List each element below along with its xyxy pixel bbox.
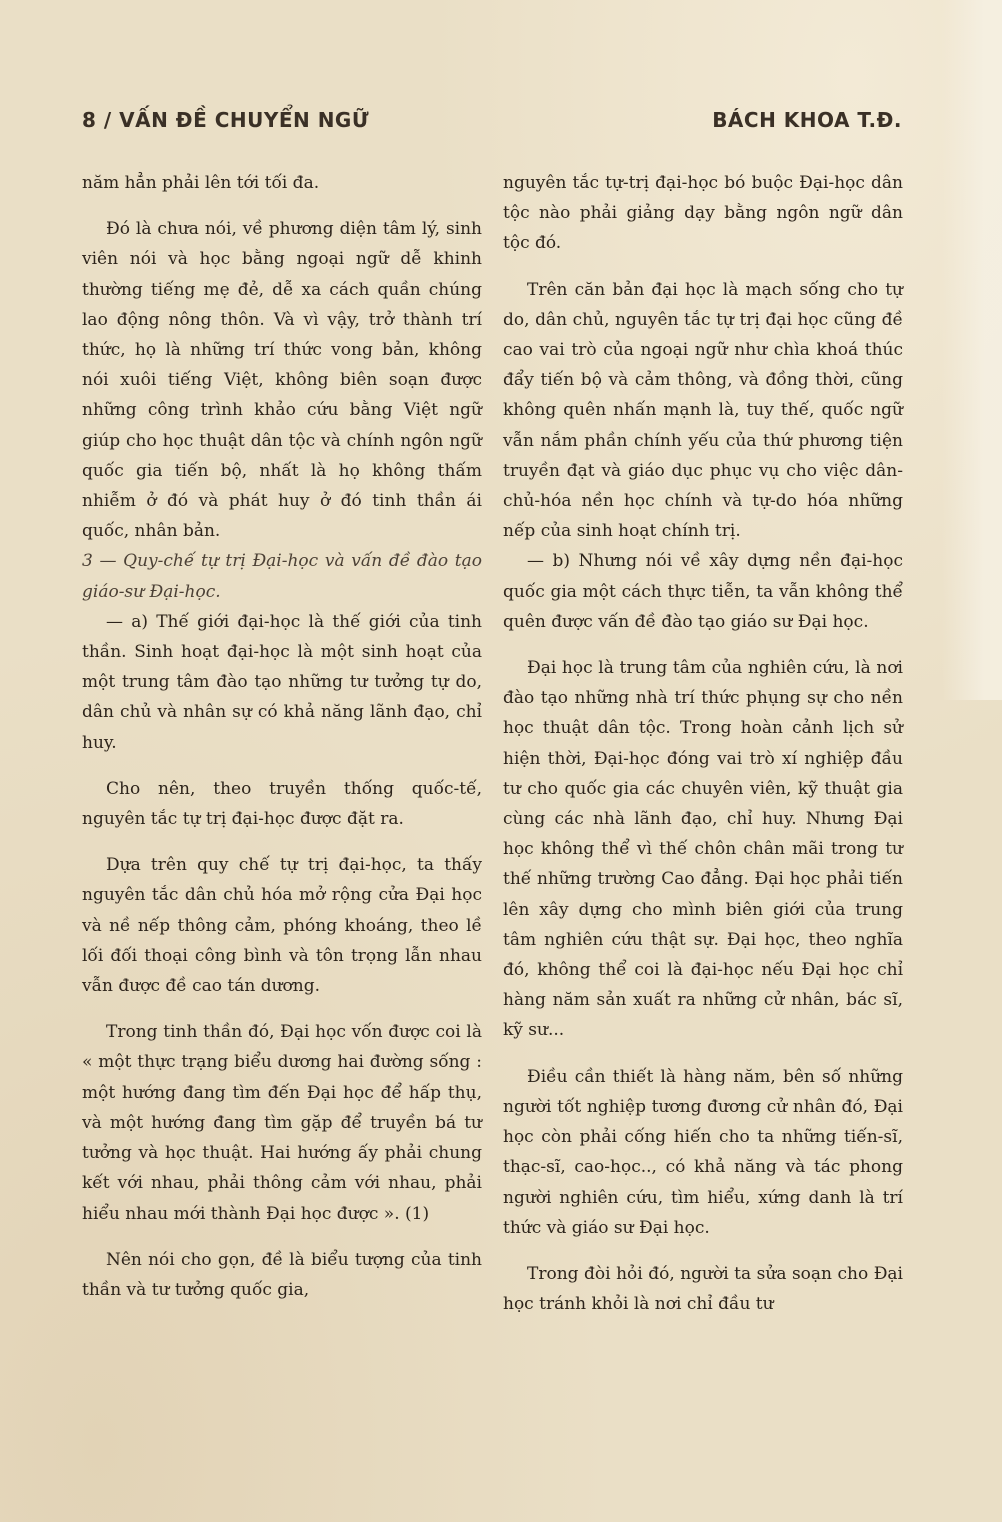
page-number-title: 8 / VẤN ĐỀ CHUYỂN NGỮ bbox=[82, 108, 370, 132]
paragraph: Dựa trên quy chế tự trị đại-học, ta thấy nguyên tắc dân chủ hóa mở rộng cửa Đại học và nề nếp thông cảm, phóng khoáng, theo lề lối đối thoại công bình và tôn trọng lẫn nhau vẫn được đề cao tán dương. bbox=[82, 855, 482, 997]
paragraph: Điều cần thiết là hàng năm, bên số những người tốt nghiệp tương đương cử nhân đó, Đại học còn phải cống hiến cho ta những tiến-sĩ, thạc-sĩ, cao-học.., có khả năng và tác phong người nghiên cứu, tìm hiểu, xứng danh là trí thức và giáo sư Đại học. bbox=[503, 1066, 903, 1238]
paragraph: Trong đòi hỏi đó, người ta sửa soạn cho Đại học tránh khỏi là nơi chỉ đầu tư bbox=[503, 1263, 903, 1315]
paragraph: — b) Nhưng nói về xây dựng nền đại-học quốc gia một cách thực tiễn, ta vẫn không thể quên được vấn đề đào tạo giáo sư Đại học. bbox=[503, 551, 903, 632]
right-column bbox=[503, 168, 903, 1319]
torn-edge bbox=[942, 0, 1002, 700]
paragraph: Nên nói cho gọn, đề là biểu tượng của tinh thần và tư tưởng quốc gia, bbox=[82, 1249, 482, 1300]
paragraph: — a) Thế giới đại-học là thế giới của tinh thần. Sinh hoạt đại-học là một sinh hoạt của một trung tâm đào tạo những tư tưởng tự do, dân chủ và nhân sự có khả năng lãnh đạo, chỉ huy. bbox=[82, 611, 482, 753]
running-header bbox=[82, 108, 902, 142]
paragraph: nguyên tắc tự-trị đại-học bó buộc Đại-học dân tộc nào phải giảng dạy bằng ngôn ngữ dân tộc đó. bbox=[503, 173, 903, 254]
paragraph: Cho nên, theo truyền thống quốc-tế, nguyên tắc tự trị đại-học được đặt ra. bbox=[82, 778, 482, 830]
paragraph: Đó là chưa nói, về phương diện tâm lý, sinh viên nói và học bằng ngoại ngữ dễ khinh thường tiếng mẹ đẻ, dễ xa cách quần chúng lao động nông thôn. Và vì vậy, trở thành trí thức, họ là những trí thức vong bản, không nói xuôi tiếng Việt, không biên soạn được những công trình khảo cứu bằng Việt ngữ giúp cho học thuật dân tộc và chính ngôn ngữ quốc gia tiến bộ, nhất là họ không thấm nhiễm ở đó và phát huy ở đó tinh thần ái quốc, nhân bản. bbox=[82, 219, 482, 542]
paragraph: Trên căn bản đại học là mạch sống cho tự do, dân chủ, nguyên tắc tự trị đại học cũng đề cao vai trò của ngoại ngữ như chìa khoá thúc đẩy tiến bộ và cảm thông, và đồng thời, cũng không quên nhấn mạnh là, tuy thế, quốc ngữ vẫn nắm phần chính yếu của thứ phương tiện truyền đạt và giáo dục phục vụ cho việc dân-chủ-hóa nền học chính và tự-do hóa những nếp của sinh hoạt chính trị. bbox=[503, 279, 903, 542]
paragraph: Đại học là trung tâm của nghiên cứu, là nơi đào tạo những nhà trí thức phụng sự cho nền học thuật dân tộc. Trong hoàn cảnh lịch sử hiện thời, Đại-học đóng vai trò xí nghiệp đầu tư cho quốc gia các chuyên viên, kỹ thuật gia cùng các nhà lãnh đạo, chỉ huy. Nhưng Đại học không thể vì thế chôn chân mãi trong tư thế những trường Cao đẳng. Đại học phải tiến lên xây dựng cho mình biên giới của trung tâm nghiên cứu thật sự. Đại học, theo nghĩa đó, không thể coi là đại-học nếu Đại học chỉ hàng năm sản xuất ra những cử nhân, bác sĩ, kỹ sư... bbox=[503, 658, 903, 1041]
paragraph: năm hẳn phải lên tới tối đa. bbox=[82, 173, 320, 193]
paragraph: Trong tinh thần đó, Đại học vốn được coi là « một thực trạng biểu dương hai đường sống : một hướng đang tìm đến Đại học để hấp thụ, và một hướng đang tìm gặp để truyền bá tư tưởng và học thuật. Hai hướng ấy phải chung kết với nhau, phải thông cảm với nhau, phải hiểu nhau mới thành Đại học được ». (1) bbox=[82, 1022, 482, 1224]
section-heading: 3 — Quy-chế tự trị Đại-học và vấn đề đào tạo giáo-sư Đại-học. bbox=[82, 551, 482, 602]
left-column bbox=[82, 168, 482, 1305]
publication-name: BÁCH KHOA T.Đ. bbox=[712, 108, 902, 132]
